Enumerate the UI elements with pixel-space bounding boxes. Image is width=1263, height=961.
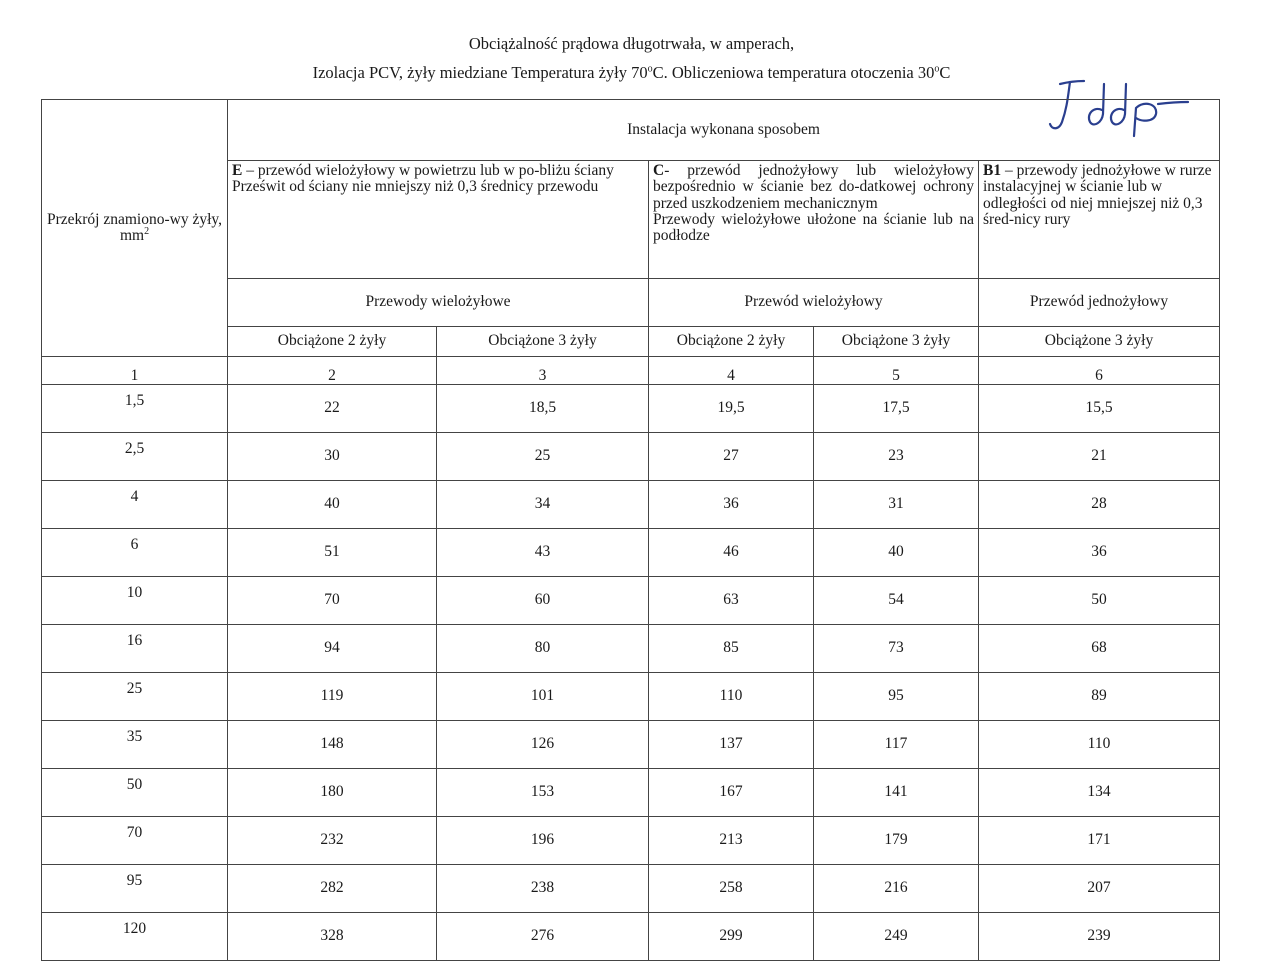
cross-section-cell: 16	[42, 625, 228, 673]
ampacity-cell: 110	[649, 673, 814, 721]
table-row	[42, 625, 1220, 673]
ampacity-cell: 19,5	[649, 385, 814, 433]
ampacity-cell: 101	[437, 673, 649, 721]
ampacity-cell: 31	[814, 481, 979, 529]
method-e-desc: E – przewód wielożyłowy w powietrzu lub w po-bliżu ściany Prześwit od ściany nie mniejszy niż 0,3 średnicy przewodu	[228, 161, 649, 279]
ampacity-cell: 23	[814, 433, 979, 481]
cross-section-cell: 4	[42, 481, 228, 529]
column-number: 5	[814, 357, 979, 385]
method-b1-desc: B1 – przewody jednożyłowe w rurze instalacyjnej w ścianie lub w odległości od niej mniejszej niż 0,3 śred-nicy rury	[979, 161, 1220, 279]
ampacity-cell: 40	[228, 481, 437, 529]
ampacity-cell: 51	[228, 529, 437, 577]
ampacity-cell: 299	[649, 913, 814, 961]
ampacity-cell: 15,5	[979, 385, 1220, 433]
load-2-header: Obciążone 2 żyły	[649, 327, 814, 357]
ampacity-cell: 216	[814, 865, 979, 913]
ampacity-cell: 134	[979, 769, 1220, 817]
cross-section-cell: 1,5	[42, 385, 228, 433]
column-number: 3	[437, 357, 649, 385]
ampacity-cell: 207	[979, 865, 1220, 913]
ampacity-cell: 141	[814, 769, 979, 817]
table-row	[42, 529, 1220, 577]
ampacity-cell: 238	[437, 865, 649, 913]
ampacity-cell: 148	[228, 721, 437, 769]
cross-section-cell: 95	[42, 865, 228, 913]
ampacity-cell: 171	[979, 817, 1220, 865]
table-subtitle: Izolacja PCV, żyły miedziane Temperatura żyły 70$^o$C. Obliczeniowa temperatura otoczenia 30$^o$C	[312, 63, 951, 82]
table-row	[42, 385, 1220, 433]
ampacity-cell: 30	[228, 433, 437, 481]
ampacity-cell: 258	[649, 865, 814, 913]
ampacity-cell: 328	[228, 913, 437, 961]
method-c-subheader: Przewód wielożyłowy	[649, 279, 979, 327]
ampacity-cell: 94	[228, 625, 437, 673]
ampacity-cell: 73	[814, 625, 979, 673]
ampacity-cell: 137	[649, 721, 814, 769]
column-number: 1	[42, 357, 228, 385]
cross-section-cell: 25	[42, 673, 228, 721]
ampacity-cell: 27	[649, 433, 814, 481]
ampacity-cell: 126	[437, 721, 649, 769]
ampacity-cell: 153	[437, 769, 649, 817]
column-number: 2	[228, 357, 437, 385]
ampacity-cell: 180	[228, 769, 437, 817]
ampacity-cell: 117	[814, 721, 979, 769]
ampacity-cell: 70	[228, 577, 437, 625]
ampacity-cell: 95	[814, 673, 979, 721]
ampacity-cell: 110	[979, 721, 1220, 769]
table-row	[42, 865, 1220, 913]
ampacity-cell: 43	[437, 529, 649, 577]
cross-section-cell: 10	[42, 577, 228, 625]
ampacity-cell: 18,5	[437, 385, 649, 433]
ampacity-cell: 239	[979, 913, 1220, 961]
ampacity-cell: 54	[814, 577, 979, 625]
ampacity-cell: 282	[228, 865, 437, 913]
ampacity-cell: 28	[979, 481, 1220, 529]
ampacity-cell: 36	[649, 481, 814, 529]
ampacity-cell: 85	[649, 625, 814, 673]
ampacity-cell: 196	[437, 817, 649, 865]
ampacity-cell: 40	[814, 529, 979, 577]
table-row	[42, 673, 1220, 721]
cross-section-cell: 2,5	[42, 433, 228, 481]
ampacity-cell: 63	[649, 577, 814, 625]
table-row	[42, 577, 1220, 625]
table-row	[42, 769, 1220, 817]
method-e-subheader: Przewody wielożyłowe	[228, 279, 649, 327]
load-2-header: Obciążone 2 żyły	[228, 327, 437, 357]
ampacity-cell: 80	[437, 625, 649, 673]
column-number: 4	[649, 357, 814, 385]
table-row	[42, 721, 1220, 769]
load-3-header: Obciążone 3 żyły	[437, 327, 649, 357]
ampacity-cell: 21	[979, 433, 1220, 481]
ampacity-table	[41, 99, 1220, 961]
ampacity-cell: 249	[814, 913, 979, 961]
ampacity-cell: 213	[649, 817, 814, 865]
table-row	[42, 817, 1220, 865]
table-row	[42, 433, 1220, 481]
ampacity-cell: 25	[437, 433, 649, 481]
cross-section-cell: 35	[42, 721, 228, 769]
ampacity-cell: 89	[979, 673, 1220, 721]
cross-section-cell: 70	[42, 817, 228, 865]
load-3-header: Obciążone 3 żyły	[979, 327, 1220, 357]
table-title: Obciążalność prądowa długotrwała, w amperach,	[468, 34, 795, 53]
ampacity-cell: 34	[437, 481, 649, 529]
column-number-row	[42, 357, 1220, 385]
ampacity-cell: 276	[437, 913, 649, 961]
column-number: 6	[979, 357, 1220, 385]
ampacity-cell: 179	[814, 817, 979, 865]
table-row	[42, 913, 1220, 961]
ampacity-cell: 36	[979, 529, 1220, 577]
ampacity-cell: 60	[437, 577, 649, 625]
ampacity-cell: 167	[649, 769, 814, 817]
ampacity-cell: 119	[228, 673, 437, 721]
ampacity-cell: 17,5	[814, 385, 979, 433]
cross-section-header: Przekrój znamiono-wy żyły, $mm^2$	[42, 100, 228, 357]
installation-header: Instalacja wykonana sposobem	[228, 100, 1220, 161]
ampacity-cell: 232	[228, 817, 437, 865]
method-b1-subheader: Przewód jednożyłowy	[979, 279, 1220, 327]
ampacity-cell: 68	[979, 625, 1220, 673]
method-c-desc: C- przewód jednożyłowy lub wielożyłowy bezpośrednio w ścianie bez do-datkowej ochrony przed uszkodzeniem mechanicznym Przewody wielożyłowe ułożone na ścianie lub na podłodze	[649, 161, 979, 279]
ampacity-cell: 46	[649, 529, 814, 577]
table-row	[42, 481, 1220, 529]
load-3-header: Obciążone 3 żyły	[814, 327, 979, 357]
cross-section-cell: 6	[42, 529, 228, 577]
ampacity-cell: 22	[228, 385, 437, 433]
ampacity-cell: 50	[979, 577, 1220, 625]
cross-section-cell: 50	[42, 769, 228, 817]
cross-section-cell: 120	[42, 913, 228, 961]
